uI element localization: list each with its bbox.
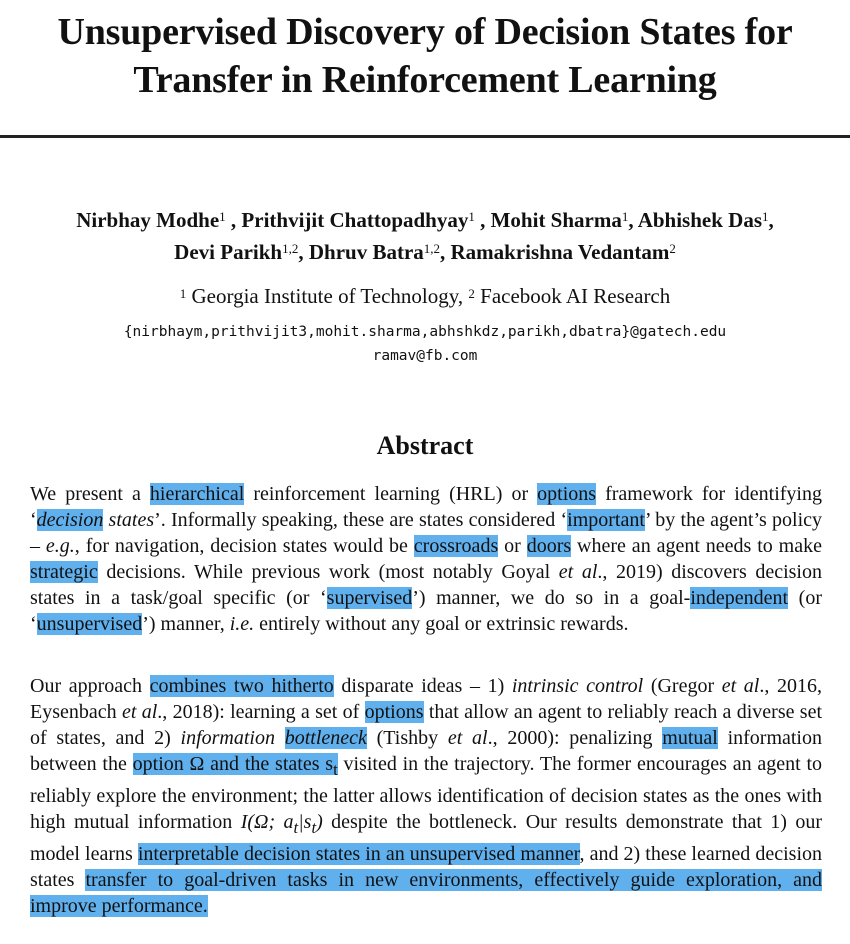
email-line-1: {nirbhaym,prithvijit3,mohit.sharma,abhshkdz,parikh,dbatra}@gatech.edu — [123, 324, 727, 340]
text-run: ., 2018): learning a set of — [157, 701, 365, 723]
subscript: t — [333, 760, 338, 779]
text-run: ’) manner, we do so in a goal- — [412, 587, 691, 609]
highlight[interactable]: bottleneck — [284, 727, 367, 749]
text-run: ’. Informally speaking, these are states considered ‘ — [154, 509, 568, 531]
highlight-text: option Ω and the states s — [132, 753, 334, 775]
author-affiliation-mark: 1 — [621, 209, 629, 224]
email-line-2: ramav@fb.com — [372, 348, 478, 364]
text-run: despite the bottleneck. Our results demonstrate that 1) our model learns — [30, 811, 822, 865]
author-name: Mohit Sharma — [490, 208, 622, 232]
paper-title — [0, 8, 850, 104]
highlight[interactable]: options — [364, 701, 424, 723]
author-affiliation-mark: 1 — [219, 209, 226, 224]
author-name: Devi Parikh — [174, 240, 283, 264]
math-expression — [240, 811, 323, 837]
text-run: ’) manner, — [142, 613, 230, 635]
highlight[interactable]: crossroads — [413, 535, 499, 557]
author-affiliation-mark: 1,2 — [423, 241, 441, 256]
text-run: We present a — [30, 483, 150, 505]
italic-text: et al — [447, 727, 488, 749]
text-run: Our approach — [30, 675, 150, 697]
author-emails — [0, 320, 850, 368]
text-run: (Gregor — [643, 675, 722, 697]
italic-text: states — [108, 509, 155, 531]
text-run: decisions. While previous work (most notably Goyal — [97, 561, 559, 583]
author-affiliation-mark: 1 — [762, 209, 769, 224]
highlight[interactable]: independent — [690, 587, 789, 609]
math-part: I(Ω; a — [240, 811, 294, 833]
abstract-heading: Abstract — [376, 431, 474, 460]
text-run: (Tishby — [366, 727, 448, 749]
affiliation-number: 1 — [179, 286, 187, 301]
highlight[interactable]: unsupervised — [36, 613, 143, 635]
highlight[interactable]: important — [567, 509, 645, 531]
italic-text: et al — [558, 561, 598, 583]
author-name: Prithvijit Chattopadhyay — [241, 208, 469, 232]
text-run: disparate ideas – 1) — [333, 675, 512, 697]
italic-text: et al — [121, 701, 158, 723]
text-run — [275, 727, 285, 749]
text-run: where an agent needs to make — [571, 535, 822, 557]
text-run: ., 2019) discovers decision states in a task/goal specific (or ‘ — [30, 561, 822, 609]
highlight[interactable]: strategic — [30, 561, 98, 583]
text-run: or — [498, 535, 527, 557]
italic-text: e.g. — [45, 535, 75, 557]
author-list: Nirbhay Modhe$^1$ , Prithvijit Chattopadhyay$^1$ , Mohit Sharma$^1$, Abhishek Das$^1$, Devi Parikh$^{1,2}$, Dhruv Batra$^{1,2}$, Ramakrishna Vedantam$^2$ — [76, 208, 774, 264]
affiliations — [0, 281, 850, 311]
affiliation-name: Facebook AI Research — [480, 284, 671, 308]
text-run: , and 2) these learned decision states — [30, 843, 822, 891]
highlight[interactable]: mutual — [662, 727, 718, 749]
highlight[interactable]: hierarchical — [149, 483, 245, 505]
affiliation-number: 2 — [468, 286, 475, 301]
math-part: |s — [298, 811, 312, 833]
highlight[interactable]: interpretable decision states in an unsupervised manner — [137, 843, 580, 865]
italic-text: information — [180, 727, 275, 749]
text-run: visited in the trajectory. The former encourages an agent to reliably explore the environment; the latter allows identification of decision states as the ones with high mutual information — [30, 753, 822, 833]
italic-text: et al — [721, 675, 760, 697]
text-run: , for navigation, decision states would be — [74, 535, 414, 557]
author-name: Abhishek Das — [637, 208, 763, 232]
author-affiliation-mark: 1 — [468, 209, 475, 224]
italic-text: i.e. — [229, 613, 255, 635]
highlight[interactable]: combines two hitherto — [149, 675, 334, 697]
abstract-paragraph-1 — [30, 481, 822, 637]
text-run: information between the — [30, 727, 822, 775]
author-name: Nirbhay Modhe — [76, 208, 220, 232]
text-run: ., 2000): penalizing — [487, 727, 663, 749]
text-run: entirely without any goal or extrinsic rewards. — [254, 613, 629, 635]
highlight[interactable]: decision — [36, 509, 104, 531]
title-line-2: Transfer in Reinforcement Learning — [133, 59, 717, 101]
text-run: ., 2016, Eysenbach — [30, 675, 823, 723]
text-run: that allow an agent to reliably reach a diverse set of states, and 2) — [30, 701, 823, 749]
highlight[interactable]: transfer to goal-driven tasks in new environments, effectively guide exploration, and improve performance. — [30, 869, 823, 917]
author-affiliation-mark: 2 — [669, 241, 676, 256]
affiliation-name: Georgia Institute of Technology, — [191, 284, 464, 308]
text-run: framework for identifying ‘ — [30, 483, 822, 531]
author-name: Dhruv Batra — [308, 240, 424, 264]
abstract-paragraph-2 — [30, 673, 822, 919]
highlight[interactable] — [132, 753, 338, 779]
title-line-1: Unsupervised Discovery of Decision States for — [57, 11, 793, 53]
math-part: ) — [316, 811, 323, 833]
author-name: Ramakrishna Vedantam — [450, 240, 670, 264]
subscript: t — [311, 818, 317, 837]
italic-text: intrinsic control — [511, 675, 644, 697]
title-rule — [0, 135, 850, 138]
highlight[interactable]: options — [537, 483, 597, 505]
highlight[interactable]: doors — [526, 535, 572, 557]
highlight[interactable]: supervised — [326, 587, 413, 609]
text-run: reinforcement learning (HRL) or — [244, 483, 538, 505]
text-run: (or ‘ — [30, 587, 822, 635]
text-run: ’ by the agent’s policy – — [30, 509, 823, 557]
author-affiliation-mark: 1,2 — [282, 241, 299, 256]
subscript: t — [293, 818, 299, 837]
